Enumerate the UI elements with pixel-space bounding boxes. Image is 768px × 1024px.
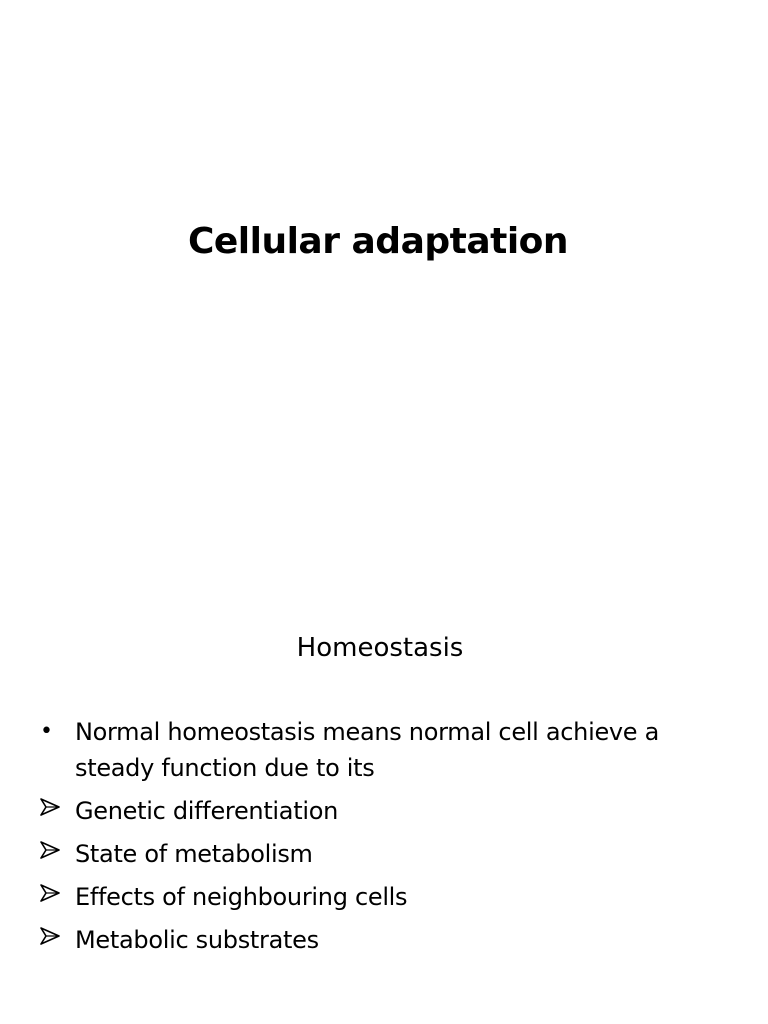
list-item-text: Effects of neighbouring cells bbox=[75, 883, 408, 911]
bullet-dot-icon: • bbox=[40, 719, 53, 744]
slide-title: Cellular adaptation bbox=[187, 221, 569, 262]
bullet-list bbox=[38, 714, 738, 965]
list-item bbox=[38, 879, 738, 915]
list-item-text: Normal homeostasis means normal cell achieve a steady function due to its bbox=[75, 718, 660, 782]
list-item-text: State of metabolism bbox=[75, 840, 313, 868]
list-item bbox=[38, 836, 738, 872]
slide-subtitle: Homeostasis bbox=[296, 633, 464, 663]
list-item bbox=[38, 793, 738, 829]
list-item bbox=[38, 922, 738, 958]
list-item-text: Genetic differentiation bbox=[75, 797, 338, 825]
list-item-text: Metabolic substrates bbox=[75, 926, 319, 954]
list-item bbox=[38, 714, 738, 786]
